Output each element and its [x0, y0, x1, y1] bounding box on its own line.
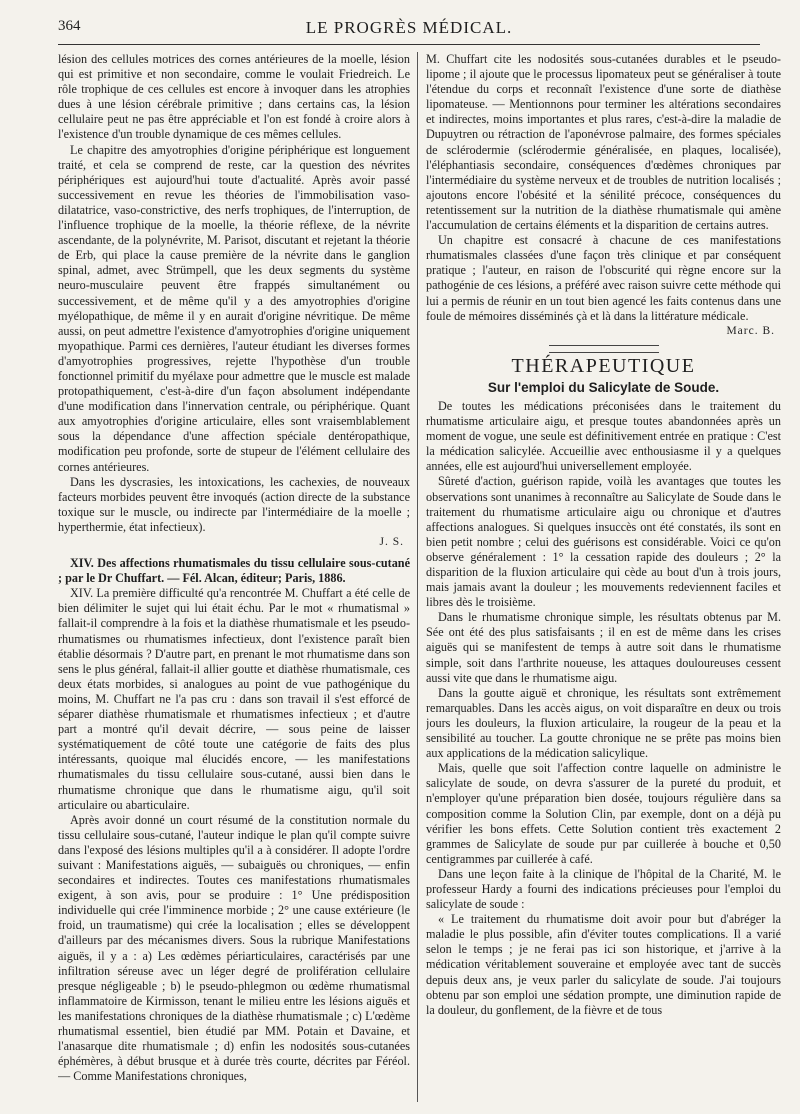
signature-js: J. S.: [379, 536, 404, 548]
paragraph: Dans les dyscrasies, les intoxications, les cachexies, de nouveaux facteurs morbides peuvent être invoqués (action directe de la substance toxique sur le muscle, ou indirecte par l'intermédiaire de la moelle ; hyperthermie, état infectieux).: [58, 474, 410, 534]
column-divider: [417, 52, 418, 1102]
page-number: 364: [58, 18, 81, 34]
ornament-divider: [549, 345, 659, 353]
paragraph: M. Chuffart cite les nodosités sous-cutanées durables et le pseudo-lipome ; il ajoute que le processus lipomateux peut se généraliser à toute l'étendue du corps et reconnaît l'existence d'une sorte de diathèse lipomateuse. — Mentionnons pour terminer les altérations secondaires et indirectes, moins importantes et plus rares, c'est-à-dire la maladie de Dupuytren ou rétraction de l'aponévrose palmaire, des formes spéciales de sclérodermie (sclérodermie généralisée, en plaques, localisée), l'éléphantiasis secondaire, conséquences d'œdèmes chroniques par l'intermédiaire du système nerveux et de troubles de nutrition localisés ; ajoutons encore l'obésité et la sénilité précoce, conséquences du retentissement sur la nutrition de la diathèse rhumatismale qui amène l'accumulation de certains éléments et la disparition de certains autres.: [426, 52, 781, 233]
paragraph: « Le traitement du rhumatisme doit avoir pour but d'abréger la maladie le plus possible, afin d'éviter toutes complications. Il a varié selon le temps ; je ne ferai pas ici son historique, et j'arrive à la médication véritablement souveraine et employée avec tant de succès depuis deux ans, je veux parler du salicylate de soude. J'ai toujours obtenu par son emploi une sédation prompte, une diminution rapide de la douleur, du gonflement, de la fièvre et de tous: [426, 912, 781, 1017]
paragraph: Sûreté d'action, guérison rapide, voilà les avantages que toutes les observations sont unanimes à reconnaître au Salicylate de Soude dans le traitement du rhumatisme articulaire aigu ou chronique et d'autres affections analogues. Si quelques insuccès ont été constatés, ils sont en bien petit nombre ; celui des guérisons est considérable. Voici ce qu'on observe généralement : 1° la cessation rapide des douleurs ; 2° la disparition de la fluxion articulaire qui cède au bout d'un à trois jours, mais jamais avant la douleur ; les mouvements redeviennent faciles et libres dès le troisième.: [426, 474, 781, 610]
paragraph: Mais, quelle que soit l'affection contre laquelle on administre le salicylate de soude, on devra s'assurer de la pureté du produit, et n'employer qu'une préparation bien dosée, toujours régulière dans sa composition comme la Solution Clin, par exemple, dont on a déjà pu vérifier les bons effets. Cette Solution contient très exactement 2 grammes de Salicylate de soude pur par cuillerée à bouche et 0,50 centigrammes par cuillerée à café.: [426, 761, 781, 866]
right-column: [426, 52, 781, 1106]
paragraph: XIV. La première difficulté qu'a rencontrée M. Chuffart a été celle de bien délimiter le sujet qui lui était échu. Par le mot « rhumatismal » fallait-il comprendre à la fois et la diathèse rhumatismale et les pseudo-rhumatismes ou rhumatismes infectieux, dont l'existence paraît bien établie désormais ? D'autre part, en prenant le mot rhumatisme dans son sens le plus général, fallait-il allier goutte et diathèse rhumatismale, ces deux états morbides, si analogues au point de vue pathogénique du moins, M. Chuffart ne l'a pas cru : dans son travail il s'est efforcé de séparer diathèse rhumatismale et rhumatismes infectieux ; et d'autre part a montré qu'il devait décrire, — sous peine de laisser systématiquement de côté toute une catégorie de faits des plus intéressants, quoique mal élucidés encore, — les manifestations rhumatismales du tissu cellulaire sous-cutané, aussi bien dans le rhumatisme chronique que dans le rhumatisme aigu, qu'il soit articulaire ou abarticulaire.: [58, 586, 410, 812]
paragraph: lésion des cellules motrices des cornes antérieures de la moelle, lésion qui est primitive et non secondaire, comme le voulait Friedreich. Le rôle trophique de ces cellules est encore à invoquer dans les atrophies dues à une lésion cérébrale primitive ; dans certains cas, la lésion cellulaire peut ne pas être appréciable et l'on est fondé à croire alors à l'existence d'un trouble dynamique de ces mêmes cellules.: [58, 52, 410, 142]
left-column: [58, 52, 410, 1106]
article-title: Sur l'emploi du Salicylate de Soude.: [487, 379, 720, 395]
paragraph: Dans la goutte aiguë et chronique, les résultats sont extrêmement remarquables. Dans les accès aigus, on voit disparaître en deux ou trois jours les douleurs, la fluxion articulaire, la rougeur de la peau et la sensibilité au toucher. La goutte chronique ne se prête pas moins bien aux applications de la médication salicylique.: [426, 685, 781, 761]
paragraph: De toutes les médications préconisées dans le traitement du rhumatisme articulaire aigu, et presque toutes abandonnées après un moment de vogue, une seule est définitivement entrée en pratique : C'est la médication salicylée. Accueillie avec enthousiasme il y a quelques années, elle est aujourd'hui universellement employée.: [426, 398, 781, 474]
running-head: [58, 18, 760, 45]
section-title-xiv: XIV. Des affections rhumatismales du tissu cellulaire sous-cutané ; par le Dr Chuffart. — Fél. Alcan, éditeur; Paris, 1886.: [58, 556, 410, 586]
section-heading-therapeutique: THÉRAPEUTIQUE: [511, 354, 696, 377]
journal-title: LE PROGRÈS MÉDICAL.: [305, 18, 513, 37]
paragraph: Dans le rhumatisme chronique simple, les résultats obtenus par M. Sée ont été des plus satisfaisants ; il en est de même dans les crises aiguës qui se manifestent de temps à autre soit dans le rhumatisme simple, soit dans l'arthrite noueuse, les attaques douloureuses cessent aussi vite que dans le rhumatisme aigu.: [426, 610, 781, 685]
paragraph: Le chapitre des amyotrophies d'origine périphérique est longuement traité, et cela se comprend de reste, car la question des névrites périphériques est aujourd'hui toute d'actualité. Après avoir passé successivement en revue les théories de l'immobilisation vaso-dilatatrice, vaso-constrictive, des nerfs trophiques, de l'interruption, de l'influence trophique de la moelle, la théorie réflexe, de la névrite ascendante, de la polynévrite, M. Parisot, discutant et rejetant la théorie de Erb, qui place la cause première de la névrite dans le ganglion spinal, admet, avec Strümpell, que les deux segments du système neuro-musculaire peuvent être frappés simultanément ou successivement, et de même qu'il y a des amyotrophies d'origine myélopathique, de même il y en aurait d'origine névritique. De même aussi, on peut admettre l'existence d'amyotrophies d'origine uniquement myopathique. Parmi ces dernières, l'auteur étudiant les diverses formes d'amyotrophies progressives, rejette l'hypothèse d'un trouble fonctionnel primitif du myélaxe pour admettre que le muscle est malade protopathiquement, c'est-à-dire d'un façon absolument indépendante d'une modification dans l'innervation centrale, ou périphérique. Quant aux amyotrophies d'origine articulaire, elles sont vraisemblablement sous la dépendance d'une affection spéciale dentéropathique, modification peu profonde, sorte de stupeur de l'élément cellulaire des cornes antérieures.: [58, 142, 410, 474]
paragraph: Dans une leçon faite à la clinique de l'hôpital de la Charité, M. le professeur Hardy a fourni des indications précieuses pour l'emploi du salicylate de soude :: [426, 866, 781, 912]
paragraph: Après avoir donné un court résumé de la constitution normale du tissu cellulaire sous-cutané, l'auteur indique le plan qu'il compte suivre dans l'exposé des lésions multiples qu'il a à considérer. Il adopte l'ordre suivant : Manifestations aiguës, — subaiguës ou chroniques, — enfin secondaires et indirectes. Toutes ces manifestations rhumatismales exigent, à son avis, pour se produire : 1° Une prédisposition individuelle qui crée l'imminence morbide ; 2° une cause extérieure (le froid, un traumatisme) qui crée la localisation ; elles se développent d'ailleurs par des mécanismes divers. Sous la rubrique Manifestations aiguës, il y a : a) Les œdèmes périarticulaires, caractérisés par une infiltration séreuse avec un léger degré de prolifération cellulaire presque négligeable ; b) le pseudo-phlegmon ou œdème rhumatismal inflammatoire de Kirmisson, tenant le milieu entre les lésions aiguës et les manifestations chroniques de la diathèse rhumatismale ; c) L'œdème rhumatismal essentiel, bien étudié par MM. Potain et Davaine, et l'anasarque dite rhumatismale ; d) enfin les nodosités sous-cutanées éphémères, à début brusque et à durée très courte, décrites par Féréol. — Comme Manifestations chroniques,: [58, 812, 410, 1084]
signature-marc-b: Marc. B.: [726, 324, 775, 337]
paragraph: Un chapitre est consacré à chacune de ces manifestations rhumatismales classées d'une façon très clinique et par conséquent pratique ; l'auteur, en raison de l'obscurité qui règne encore sur la pathogénie de ces lésions, a préféré avec raison suivre cette méthode qui lui a permis de réunir en un tout bien agencé les faits contenus dans une foule de mémoires disséminés çà et là dans la littérature médicale.: [426, 233, 781, 323]
